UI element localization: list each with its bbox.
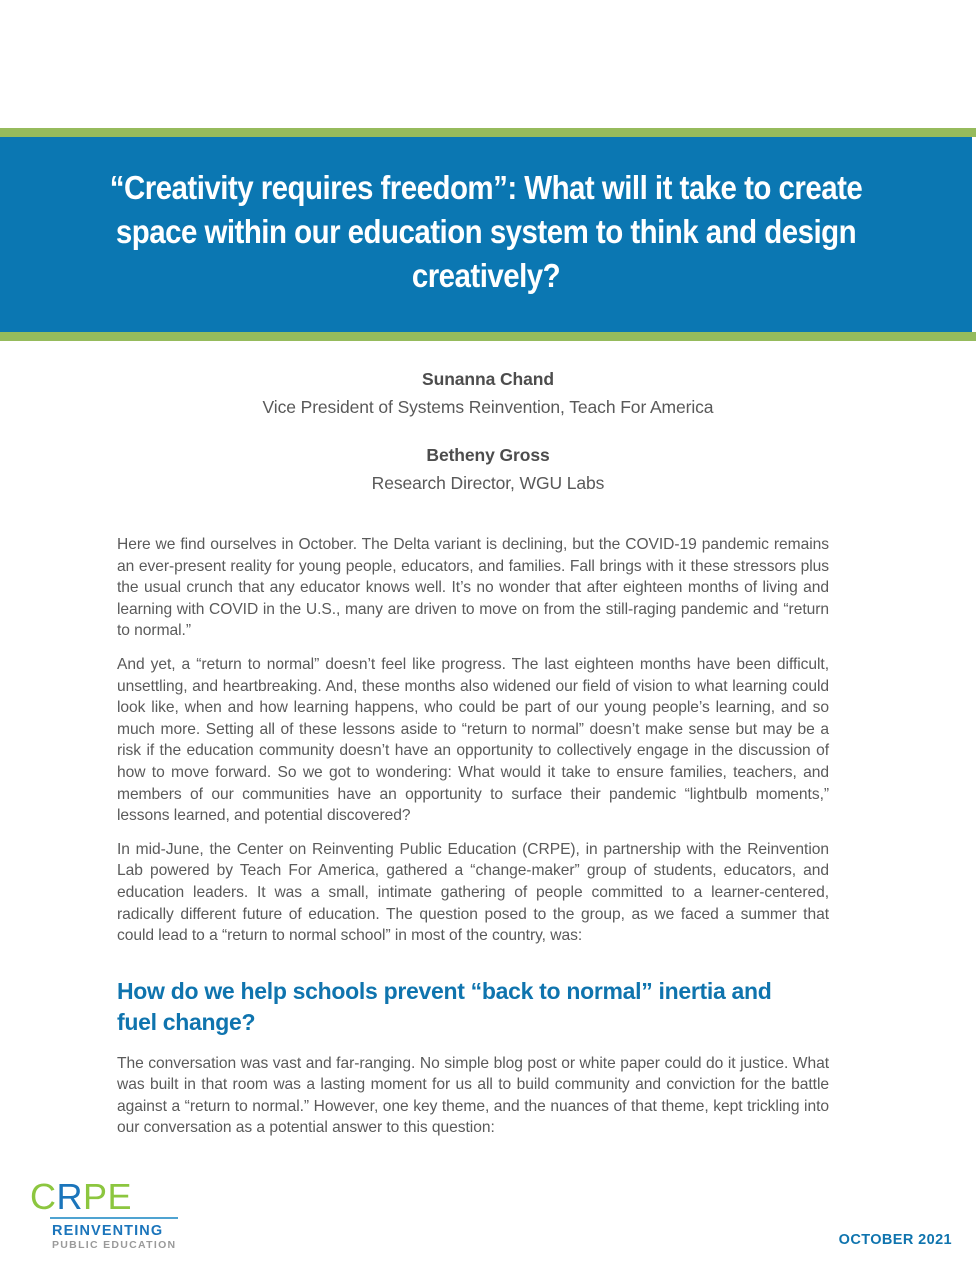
logo-tagline-primary: REINVENTING — [52, 1223, 164, 1239]
author-list — [0, 366, 976, 498]
section-heading: How do we help schools prevent “back to normal” inertia and fuel change? — [117, 977, 772, 1035]
logo-letter-e: E — [107, 1176, 133, 1217]
author-entry — [0, 366, 976, 422]
logo-divider — [50, 1217, 178, 1219]
logo-letter-p: P — [83, 1176, 108, 1217]
author-role: Research Director, WGU Labs — [371, 473, 605, 494]
banner-body — [0, 137, 972, 332]
body-paragraph: Here we find ourselves in October. The Delta variant is declining, but the COVID-19 pandemic remains an ever-present reality for young people, educators, and families. Fall brings with it these stressors plus the usual crunch that any educator knows well. It’s no wonder that after eighteen months of living and learning with COVID in the U.S., many are driven to move on from the still-raging pandemic and “return to normal.” — [117, 536, 829, 640]
crpe-logo — [30, 1176, 180, 1252]
logo-letter-r: R — [56, 1176, 83, 1217]
body-paragraph: The conversation was vast and far-ranging. No simple blog post or white paper could do it justice. What was built in that room was a lasting moment for us all to build community and conviction for the battle against a “return to normal.” However, one key theme, and the nuances of that theme, kept trickling into our conversation as a potential answer to this question: — [117, 1054, 829, 1137]
banner-top-rule — [0, 128, 976, 137]
banner-bottom-rule — [0, 332, 976, 341]
page-footer — [0, 1174, 976, 1264]
author-role: Vice President of Systems Reinvention, Teach For America — [262, 397, 714, 418]
publication-date: OCTOBER 2021 — [838, 1232, 952, 1248]
body-paragraph: In mid-June, the Center on Reinventing Public Education (CRPE), in partnership with the Reinvention Lab powered by Teach For America, gathered a “change-maker” group of students, educators, and education leaders. It was a small, intimate gathering of people committed to a learner-centered, radically different future of education. The question posed to the group, as we faced a summer that could lead to a “return to normal school” in most of the country, was: — [117, 840, 829, 945]
author-name: Sunanna Chand — [422, 369, 554, 389]
article-body — [117, 534, 829, 1139]
body-paragraph: And yet, a “return to normal” doesn’t feel like progress. The last eighteen months have been difficult, unsettling, and heartbreaking. And, these months also widened our field of vision to what learning could look like, when and how learning happens, who could be part of our young people’s learning, and so much more. Setting all of these lessons aside to “return to normal” doesn’t make sense but may be a risk if the education community doesn’t have an opportunity to collectively engage in the discussion of how to move forward. So we got to wondering: What would it take to ensure families, teachers, and members of our communities have an opportunity to surface their pandemic “lightbulb moments,” lessons learned, and potential discovered? — [117, 655, 829, 825]
page-title: “Creativity requires freedom”: What will it take to create space within our education system to think and design creatively? — [109, 170, 863, 296]
author-entry — [0, 442, 976, 498]
logo-letter-c: C — [30, 1176, 57, 1217]
logo-tagline-secondary: PUBLIC EDUCATION — [52, 1239, 177, 1251]
author-name: Betheny Gross — [426, 445, 550, 465]
crpe-logo-wordmark — [30, 1176, 180, 1217]
title-banner — [0, 128, 976, 341]
